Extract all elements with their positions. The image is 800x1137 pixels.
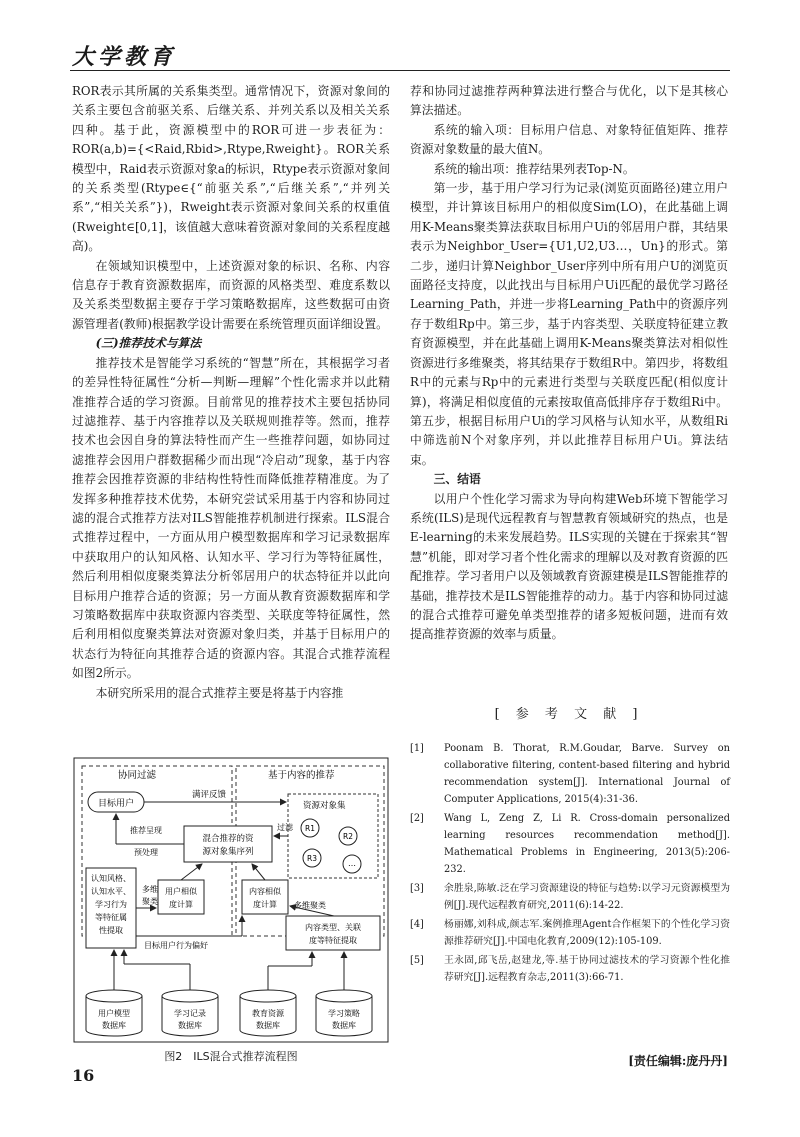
references-heading: [ 参 考 文 献 ] [494, 707, 644, 722]
content-sim-arrow [252, 864, 265, 880]
paragraph: 本研究所采用的混合式推荐主要是将基于内容推 [95, 685, 344, 700]
resource-node-label: … [348, 859, 356, 868]
figure-caption: 图2 ILS混合式推荐流程图 [164, 1050, 298, 1063]
reference-number: [4] [410, 919, 424, 930]
content-feature-label: 度等特征提取 [309, 936, 357, 945]
reference-number: [2] [410, 813, 424, 824]
reference-text: Poonam B. Thorat, R.M.Goudar, Barve. Survey on collaborative filtering, content-based filtering and hybrid recommendation system[J]. International Journal of Computer Applications, 2015(4):31-36. [444, 743, 730, 805]
reference-number: [5] [410, 955, 424, 966]
paragraph: 推荐技术是智能学习系统的“智慧”所在，其根据学习者的差异性特征属性“分析—判断—理解”个性化需求并以此精准推荐合适的学习资源。目前常见的推荐技术主要包括协同过滤推荐、基于内容推荐以及关联规则推荐等。然而，推荐技术也会因自身的算法特性而产生一些推荐问题，如协同过滤推荐会因用户群数据稀少而出现“冷启动”现象，基于内容推荐会因推荐资源的非结构性特性而降低推荐精准度。为了发挥多种推荐技术优势，本研究尝试采用基于内容和协同过滤的混合式推荐方法对ILS智能推荐机制进行探索。ILS混合式推荐过程中，一方面从用户模型数据库和学习记录数据库中获取用户的认知风格、认知水平、学习行为等特征属性，然后利用相似度聚类算法分析邻居用户的状态特征并以此向目标用户推荐合适的资源；另一方面从教育资源数据库和学习策略数据库中获取资源内容类型、关联度等特征属性，然后利用相似度聚类算法对资源对象归类，并基于目标用户的状态行为特征向其推荐合适的资源内容。其混合式推荐流程如图2所示。 [72, 355, 390, 681]
references-list [410, 740, 730, 988]
feature-label: 学习行为 [95, 900, 127, 909]
mixed-set-label: 混合推荐的资 [202, 834, 254, 844]
paragraph: 第一步，基于用户学习行为记录(浏览页面路径)建立用户模型，并计算该目标用户的相似度Sim(LO)，在此基础上调用K-Means聚类算法获取目标用户Ui的邻居用户群，其结果表示为Neighbor_User={U1,U2,U3…，Un}的形式。第二步，递归计算Neighbor_User序列中所有用户U的浏览页面路径支持度，以此找出与目标用户Ui匹配的最优学习路径Learning_Path，并进一步将Learning_Path中的资源序列存于数组Rp中。第三步，基于内容类型、关联度特征建立教育资源模型，并在此基础上调用K-Means聚类算法对相似性资源进行多维聚类，将其结果存于数组R中。第四步，将数组R中的元素与Rp中的元素进行类型与关联度匹配(相似度计算)，将满足相似度值的元素按取值高低排序存于数组Ri中。第五步，根据目标用户Ui的学习风格与认知水平，从数组Ri中筛选前N个对象序列，并以此推荐目标用户Ui。算法结束。 [410, 181, 728, 467]
reference-text: 王永固,邱飞岳,赵建龙,等.基于协同过滤技术的学习资源个性化推荐研究[J].远程教育杂志,2011(3):66-71. [444, 955, 730, 983]
feature-label: 性提取 [99, 926, 123, 935]
responsible-editor: [责任编辑:庞丹丹] [628, 1054, 728, 1068]
reference-text: 杨丽娜,刘科成,颜志军.案例推理Agent合作框架下的个性化学习资源推荐研究[J].中国电化教育,2009(12):105-109. [444, 919, 730, 947]
paragraph: 系统的输入项：目标用户信息、对象特征值矩阵、推荐资源对象数量的最大值N。 [410, 122, 728, 157]
db-label: 学习记录 [174, 1009, 206, 1018]
reference-text: Wang L, Zeng Z, Li R. Cross-domain personalized learning resources recommendation method[J]. Mathematical Problems in Engineering, 2013(5):206-232. [444, 813, 730, 875]
cb-region-label: 基于内容的推荐 [268, 770, 335, 781]
reference-number: [1] [410, 743, 424, 754]
header-rule [70, 70, 730, 71]
feedback-label: 满评反馈 [192, 790, 227, 800]
user-sim-label: 用户相似 [165, 887, 197, 896]
reference-item [410, 880, 730, 914]
paragraph: ROR表示其所属的关系集类型。通常情况下，资源对象间的关系主要包含前驱关系、后继关系、并列关系以及相关关系四种。基于此，资源模型中的ROR可进一步表征为：ROR(a,b)={<Raid,Rbid>,Rtype,Rweight}。ROR关系模型中，Raid表示资源对象a的标识，Rtype表示资源对象间的关系类型(Rtype∈{“前驱关系”,“后继关系”,“并列关系”,“相关关系”})，Rweight表示资源对象间关系的权重值(Rweight∈[0,1]，该值越大意味着资源对象间的关系程度越高)。 [72, 84, 390, 254]
reference-item [410, 810, 730, 878]
db-label: 数据库 [332, 1021, 356, 1030]
db-label: 数据库 [256, 1021, 280, 1030]
cf-region-label: 协同过滤 [118, 770, 157, 781]
page-number: 16 [72, 1066, 95, 1085]
paragraph: 系统的输出项：推荐结果列表Top-N。 [433, 161, 635, 176]
feature-label: 等特征属 [95, 913, 127, 922]
figure-2-flowchart [72, 756, 390, 1044]
mixed-set-label: 源对象集序列 [202, 847, 254, 857]
reference-item [410, 952, 730, 986]
resource-node-label: R3 [307, 854, 317, 863]
reference-text: 余胜泉,陈敏.泛在学习资源建设的特征与趋势:以学习元资源模型为例[J].现代远程教育研究,2011(6):14-22. [444, 883, 730, 911]
paragraph: 以用户个性化学习需求为导向构建Web环境下智能学习系统(ILS)是现代远程教育与智慧教育领域研究的热点，也是E-learning的未来发展趋势。ILS实现的关键在于探索其“智慧”机能，即对学习者个性化需求的理解以及对教育资源的匹配推荐。学习者用户以及领域教育资源建模是ILS智能推荐的基础，推荐技术是ILS智能推荐的动力。基于内容和协同过滤的混合式推荐可避免单类型推荐的诸多短板问题，进而有效提高推荐资源的效率与质量。 [410, 491, 728, 642]
resource-node-label: R2 [343, 832, 353, 841]
content-feature-label: 内容类型、关联 [305, 923, 361, 932]
subsection-heading: (三)推荐技术与算法 [95, 336, 202, 351]
pref-label: 目标用户行为偏好 [144, 941, 208, 950]
db-label: 数据库 [102, 1021, 126, 1030]
flowchart-svg [72, 756, 390, 1044]
db-label: 数据库 [178, 1021, 202, 1030]
feature-label: 认知风格、 [91, 874, 131, 883]
left-column [72, 82, 390, 703]
present-label: 推荐呈现 [130, 826, 162, 835]
multi-cluster-label: 聚类 [142, 897, 158, 906]
resource-set-label: 资源对象集 [303, 801, 346, 811]
reference-item [410, 740, 730, 808]
filter-label: 过滤 [277, 823, 293, 832]
section-heading: 三、结语 [433, 472, 481, 487]
paragraph: 在领域知识模型中，上述资源对象的标识、名称、内容信息存于教育资源数据库，而资源的风格类型、难度系数以及关系类型数据主要存于学习策略数据库，这些数据可由资源管理者(教师)根据教学设计需要在系统管理页面详细设置。 [72, 258, 390, 331]
target-user-label: 目标用户 [97, 799, 135, 809]
db-label: 教育资源 [252, 1009, 284, 1018]
db-label: 用户模型 [98, 1009, 130, 1018]
feature-label: 认知水平、 [91, 887, 131, 896]
user-sim-label: 度计算 [169, 900, 193, 909]
content-sim-label: 内容相似 [249, 887, 281, 896]
reference-item [410, 916, 730, 950]
user-sim-arrow [181, 864, 202, 880]
paragraph: 荐和协同过滤推荐两种算法进行整合与优化，以下是其核心算法描述。 [410, 84, 728, 118]
multi-cluster-label: 多维 [142, 885, 158, 894]
right-column [410, 82, 728, 645]
preprocess-label: 预处理 [134, 848, 158, 857]
content-sim-label: 度计算 [253, 900, 277, 909]
db-label: 学习策略 [328, 1009, 360, 1018]
reference-number: [3] [410, 883, 424, 894]
resource-node-label: R1 [305, 824, 315, 833]
journal-title: 大学教育 [72, 44, 177, 70]
multi-cluster2-label: 多维聚类 [294, 901, 326, 910]
